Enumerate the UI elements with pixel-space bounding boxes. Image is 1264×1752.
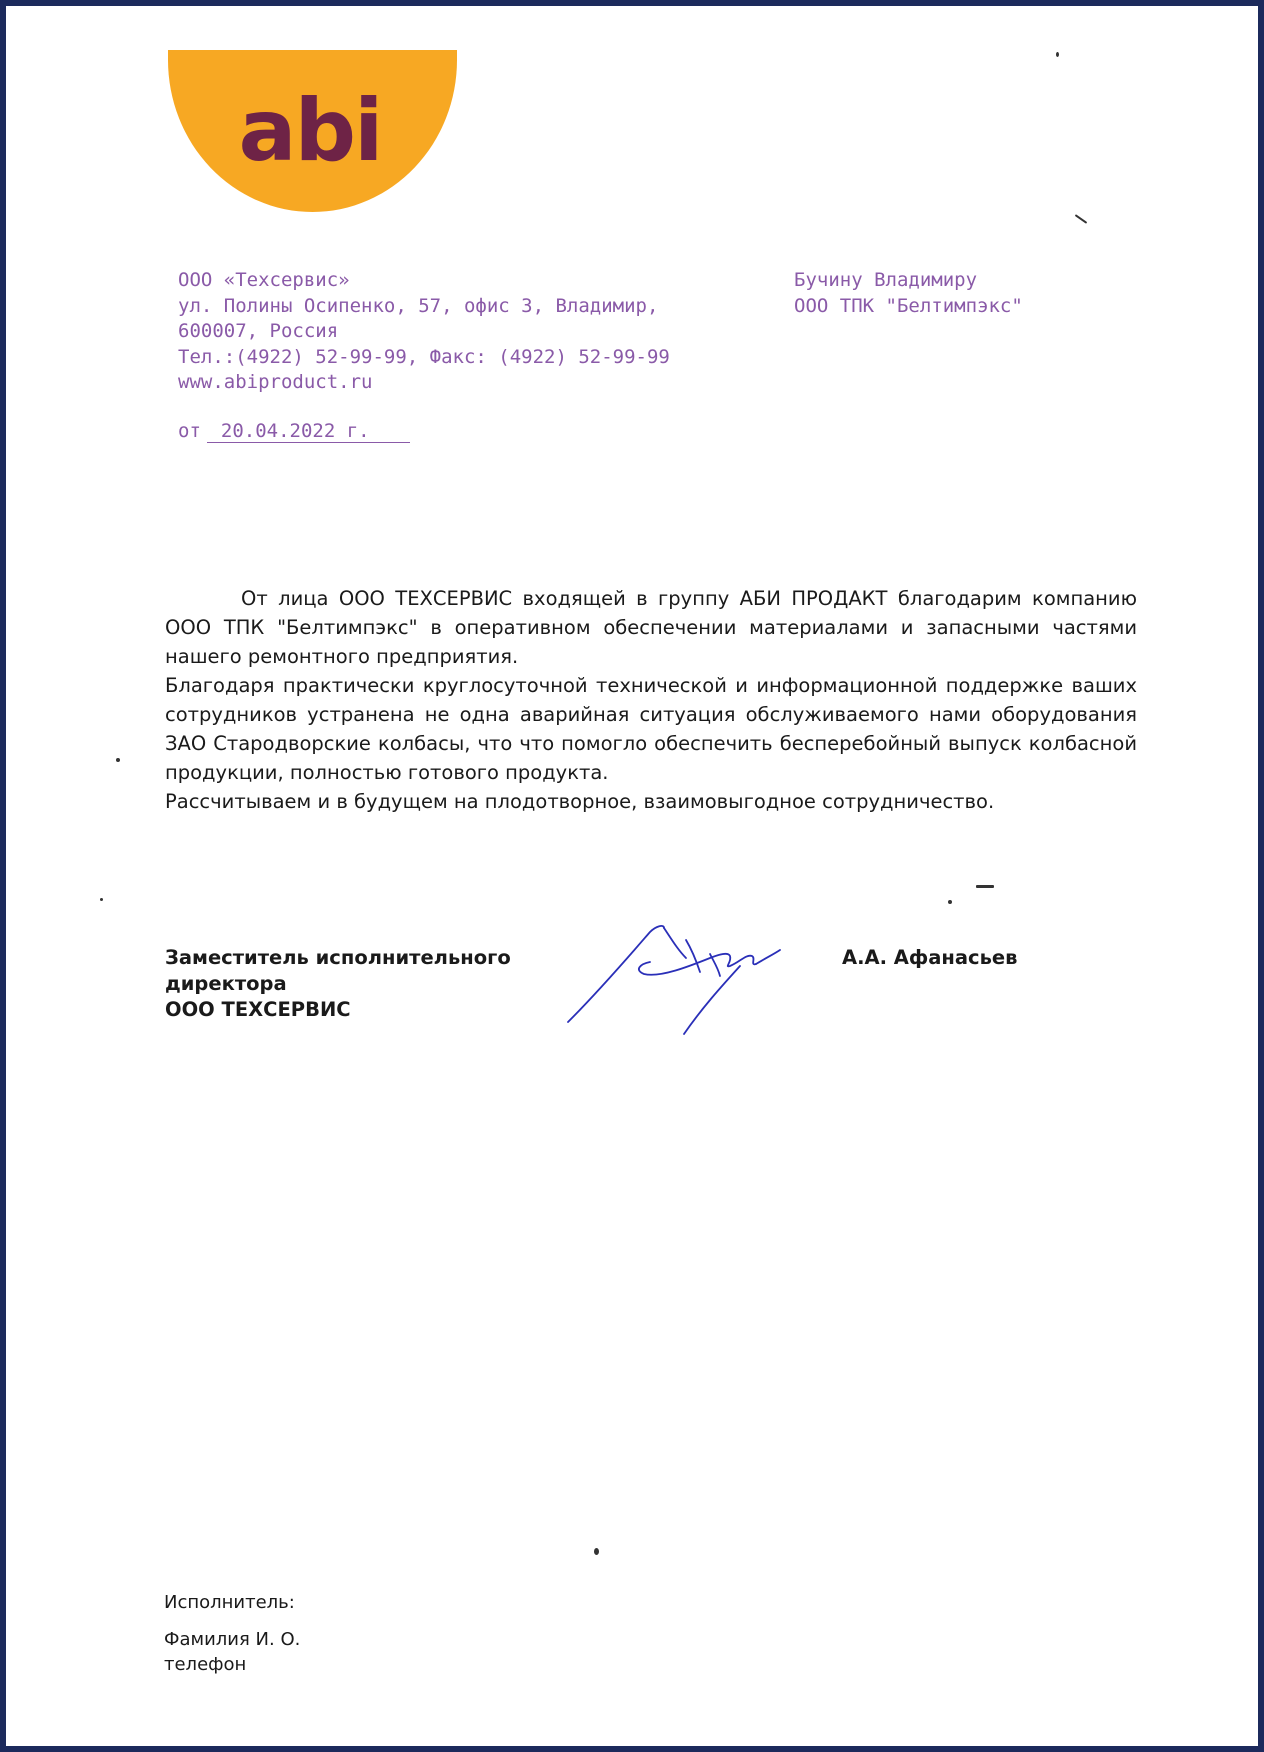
scan-speck — [100, 898, 103, 901]
sender-address-line2: 600007, Россия — [178, 320, 339, 342]
signatory-position-line3: ООО ТЕХСЕРВИС — [165, 998, 351, 1021]
signatory-position-line2: директора — [165, 972, 287, 995]
scan-speck — [1075, 214, 1088, 224]
scan-speck — [1056, 52, 1059, 57]
body-paragraph-1: От лица ООО ТЕХСЕРВИС входящей в группу АБИ ПРОДАКТ благодарим компанию ООО ТПК "Белтимпэкс" в оперативном обеспечении материалами и запасными частями нашего ремонтного предприятия. — [165, 587, 1137, 668]
executor-label: Исполнитель: — [164, 1592, 295, 1613]
date-prefix: от — [178, 420, 201, 442]
letter-body — [165, 584, 1137, 816]
sender-website: www.abiproduct.ru — [178, 371, 373, 393]
sender-block — [178, 268, 670, 396]
scan-speck — [116, 758, 120, 762]
scan-speck — [594, 1548, 599, 1555]
abi-logo — [168, 50, 457, 212]
date-line — [178, 420, 410, 443]
executor-phone: телефон — [164, 1654, 247, 1675]
recipient-block — [794, 268, 1023, 319]
recipient-name: Бучину Владимиру — [794, 269, 978, 291]
body-paragraph-3: Рассчитываем и в будущем на плодотворное, взаимовыгодное сотрудничество. — [165, 790, 995, 813]
logo-text: abi — [238, 81, 382, 181]
signatory-position — [165, 945, 511, 1023]
handwritten-signature — [560, 910, 820, 1040]
body-paragraph-2: Благодаря практически круглосуточной технической и информационной поддержке ваших сотрудников устранена не одна аварийная ситуация обслуживаемого нами оборудования ЗАО Стародворские колбасы, что что помогло обеспечить бесперебойный выпуск колбасной продукции, полностью готового продукта. — [165, 674, 1137, 784]
executor-block — [164, 1590, 300, 1677]
sender-phones: Тел.:(4922) 52-99-99, Факс: (4922) 52-99-99 — [178, 345, 670, 368]
scan-speck — [948, 900, 952, 904]
signatory-name: А.А. Афанасьев — [842, 946, 1018, 969]
recipient-company: ООО ТПК "Белтимпэкс" — [794, 294, 1023, 317]
date-value: 20.04.2022 г. — [207, 420, 410, 443]
sender-company: ООО «Техсервис» — [178, 269, 350, 291]
scan-speck — [976, 885, 994, 888]
sender-address-line1: ул. Полины Осипенко, 57, офис 3, Владимир, — [178, 294, 659, 317]
executor-name: Фамилия И. О. — [164, 1629, 301, 1650]
signatory-position-line1: Заместитель исполнительного — [165, 946, 511, 969]
